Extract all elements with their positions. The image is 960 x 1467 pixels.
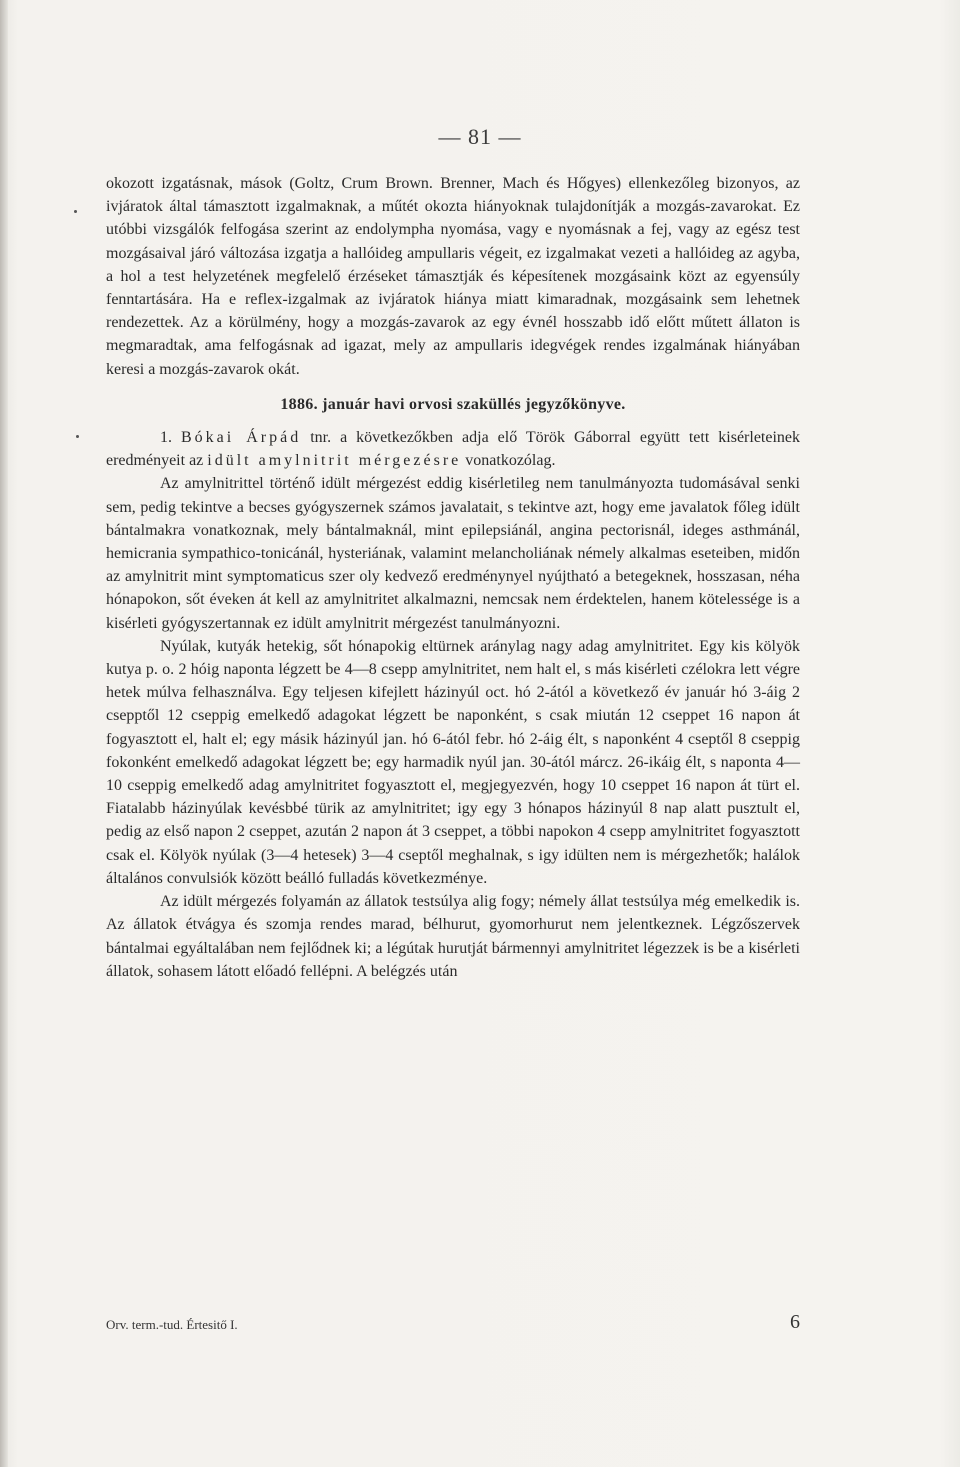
page-binding-edge	[0, 0, 8, 1467]
topic-emphasis: idült amylnitrit mérgezésre	[207, 452, 462, 470]
paragraph-2-number: 1.	[160, 429, 181, 447]
paragraph-2-end: vonatkozólag.	[461, 452, 556, 470]
paragraph-4: Nyúlak, kutyák hetekig, sőt hónapokig eltürnek aránylag nagy adag amylnitritet. Egy kis kölyök kutya p. o. 2 hóig naponta légzett be 4—8 csepp amylnitritet, nem halt el, s más kisérleti czélokra lett végre hetek múlva felhasználva. Egy teljesen kifejlett házinyúl oct. hó 2-ától a következő év január hó 3-áig 2 csepptől 12 cseppig emelkedő adagokat légzett be naponként, s csak miután 12 cseppet 16 napon át fogyasztott el, halt el; egy másik házinyúl jan. hó 6-ától febr. hó 2-áig élt, s naponként 4 cseptől 8 cseppig fokonként emelkedő adagokat légzett be; egy harmadik nyúl jan. 30-ától márcz. 26-ikáig élt, s naponta 4—10 cseppig emelkedő adag amylnitritet fogyasztott el, megjegyezvén, hogy 10 cseppet 16 napon át türt el. Fiatalabb házinyúlak kevésbbé türik az amylnitritet; igy egy 3 hónapos házinyúl 8 nap alatt pusztult el, pedig az első napon 2 cseppet, azután 2 napon át 3 cseppet, a többi napokon 4 csepp amylnitritet fogyasztott csak el. Kölyök nyúlak (3—4 hetesek) 3—4 cseptől meghalnak, s igy idülten nem is mérgezhetők; halálok általános convulsiók között beálló fulladás következménye.	[106, 637, 800, 887]
paragraph-2-text: tnr. a következőkben adja elő Török Gáborral együtt tett kisérleteinek eredményeit az	[106, 429, 801, 470]
page-number: — 81 —	[438, 124, 522, 149]
page-body	[106, 172, 800, 983]
page-footer	[106, 1311, 800, 1333]
paragraph-5: Az idült mérgezés folyamán az állatok testsúlya alig fogy; némely állat testsúlya még emelkedik is. Az állatok étvágya és szomja rendes marad, bélhurut, gyomorhurut nem jelentkeznek. Légzőszervek bántalmai egyáltalában nem fejlődnek ki; a légútak hurutját bármennyi amylnitritet légezzek is be a kisérleti állatok, sohasem látott előadó fellépni. A belégzés után	[106, 893, 800, 980]
author-name: Bókai Árpád	[181, 429, 302, 447]
paragraph-1: okozott izgatásnak, mások (Goltz, Crum Brown. Brenner, Mach és Hőgyes) ellenkezőleg bizonyos, az ivjáratok által támasztott izgalmaknak, a műtét okozta hiányoknak tulajdonítják a mozgás-zavarokat. Ez utóbbi vizsgálók felfogása szerint az endolympha nyomása, vagy e nyomásnak a fej, vagy az egész test mozgásaival járó változása izgatja a hallóideg ampullaris végeit, ez izgalmakat vezeti a hallóideg az agyba, a hol a test helyzetének megfelelő érzéseket támasztják és képesítenek mozgásaink közt az egyensúly fenntartására. Ha e reflex-izgalmak az ivjáratok hiánya miatt kimaradnak, mozgásaink sem lehetnek rendezettek. Az a körülmény, hogy a mozgás-zavarok az egy évnél hosszabb idő előtt műtett állaton is megmaradtak, ama felfogásnak ad igazat, mely az ampullaris idegvégek rendes izgalmának hiányában keresi a mozgás-zavarok okát.	[106, 175, 800, 378]
paragraph-3: Az amylnitrittel történő idült mérgezést eddig kisérletileg nem tanulmányozta tudomásával senki sem, pedig tekintve a becses gyógyszernek számos javalatait, s tekintve azt, hogy eme javalatok főleg idült bántalmakra vonatkoznak, mely bántalmaknál, mint epilepsiánál, angina pectorisnál, ideges asthmánál, hemicrania sympathico-tonicánál, hysteriának, valamint melancholiának némely alkalmas eseteiben, midőn az amylnitrit mint symptomaticus szer oly kedvező eredménynyel nyújtható a betegeknek, hosszasan, néha hónapokon, sőt éveken át kell az amylnitritet alkalmazni, nemcsak nem érdektelen, hanem kötelessége is a kisérleti gyógyszertannak ez idült amylnitrit mérgezést tanulmányozni.	[106, 475, 800, 632]
section-heading: 1886. január havi orvosi szaküllés jegyzőkönyve.	[280, 395, 626, 413]
stray-mark	[76, 435, 79, 438]
paragraph-2	[106, 426, 800, 472]
journal-signature: Orv. term.-tud. Értesitő I.	[106, 1317, 238, 1332]
stray-mark	[74, 210, 77, 213]
sheet-signature: 6	[790, 1311, 800, 1333]
